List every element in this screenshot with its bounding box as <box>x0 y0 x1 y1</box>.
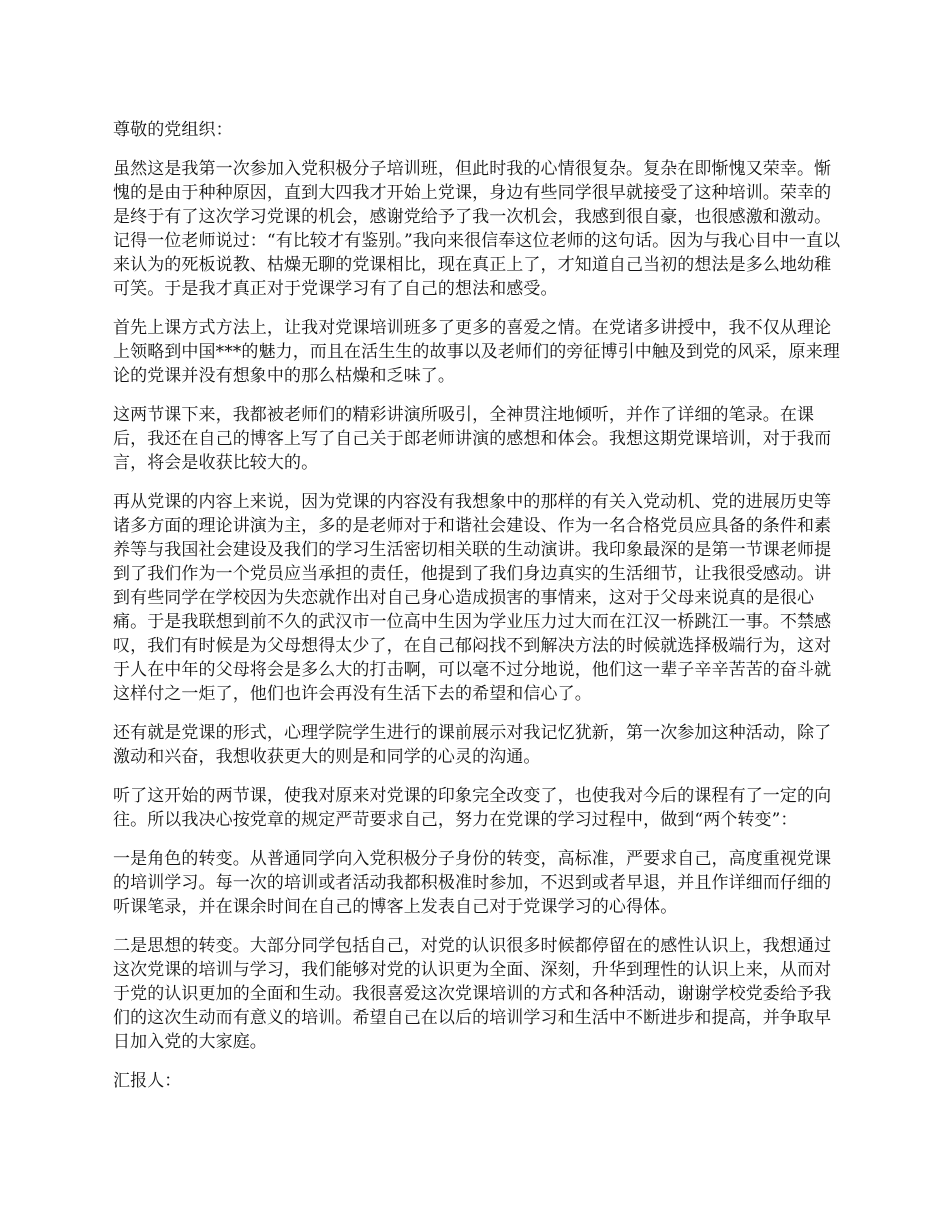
paragraph-course-content: 再从党课的内容上来说，因为党课的内容没有我想象中的那样的有关入党动机、党的进展历史等诸多方面的理论讲演为主，多的是老师对于和谐社会建设、作为一名合格党员应具备的条件和素养等与我国社会建设及我们的学习生活密切相关联的生动演讲。我印象最深的是第一节课老师提到了我们作为一个党员应当承担的责任，他提到了我们身边真实的生活细节，让我很受感动。讲到有些同学在学校因为失恋就作出对自己身心造成损害的事情来，这对于父母来说真的是很心痛。于是我联想到前不久的武汉市一位高中生因为学业压力过大而在江汉一桥跳江一事。不禁感叹，我们有时候是为父母想得太少了，在自己郁闷找不到解决方法的时候就选择极端行为，这对于人在中年的父母将会是多么大的打击啊，可以毫不过分地说，他们这一辈子辛辛苦苦的奋斗就这样付之一炬了，他们也许会再没有生活下去的希望和信心了。 <box>113 492 832 704</box>
paragraph-two-lessons: 这两节课下来，我都被老师们的精彩讲演所吸引，全神贯注地倾听，并作了详细的笔录。在课后，我还在自己的博客上写了自己关于郎老师讲演的感想和体会。我想这期党课培训，对于我而言，将会是收获比较大的。 <box>113 405 832 473</box>
paragraph-role-change: 一是角色的转变。从普通同学向入党积极分子身份的转变，高标准，严要求自己，高度重视党课的培训学习。每一次的培训或者活动我都积极准时参加，不迟到或者早退，并且作详细而仔细的听课笔录，并在课余时间在自己的博客上发表自己对于党课学习的心得体。 <box>113 849 832 917</box>
paragraph-course-form: 还有就是党课的形式，心理学院学生进行的课前展示对我记忆犹新，第一次参加这种活动，除了激动和兴奋，我想收获更大的则是和同学的心灵的沟通。 <box>113 723 832 767</box>
salutation: 尊敬的党组织： <box>113 120 233 140</box>
signature-label: 汇报人： <box>113 1071 182 1091</box>
paragraph-two-transformations: 听了这开始的两节课，使我对原来对党课的印象完全改变了，也使我对今后的课程有了一定的向往。所以我决心按党章的规定严苛要求自己，努力在党课的学习过程中，做到“两个转变”： <box>113 786 832 830</box>
document-page <box>113 118 843 1108</box>
paragraph-intro: 虽然这是我第一次参加入党积极分子培训班，但此时我的心情很复杂。复杂在即惭愧又荣幸。惭愧的是由于种种原因，直到大四我才开始上党课，身边有些同学很早就接受了这种培训。荣幸的是终于有了这次学习党课的机会，感谢党给予了我一次机会，我感到很自豪，也很感激和激动。记得一位老师说过：“有比较才有鉴别。”我向来很信奉这位老师的这句话。因为与我心目中一直以来认为的死板说教、枯燥无聊的党课相比，现在真正上了，才知道自己当初的想法是多么地幼稚可笑。于是我才真正对于党课学习有了自己的想法和感受。 <box>113 159 841 299</box>
paragraph-thought-change: 二是思想的转变。大部分同学包括自己，对党的认识很多时候都停留在的感性认识上，我想通过这次党课的培训与学习，我们能够对党的认识更为全面、深刻，升华到理性的认识上来，从而对于党的认识更加的全面和生动。我很喜爱这次党课培训的方式和各种活动，谢谢学校党委给予我们的这次生动而有意义的培训。希望自己在以后的培训学习和生活中不断进步和提高，并争取早日加入党的大家庭。 <box>113 936 832 1052</box>
paragraph-teaching-method: 首先上课方式方法上，让我对党课培训班多了更多的喜爱之情。在党诸多讲授中，我不仅从理论上领略到中国***的魅力，而且在活生生的故事以及老师们的旁征博引中触及到党的风采，原来理论的党课并没有想象中的那么枯燥和乏味了。 <box>113 318 840 386</box>
